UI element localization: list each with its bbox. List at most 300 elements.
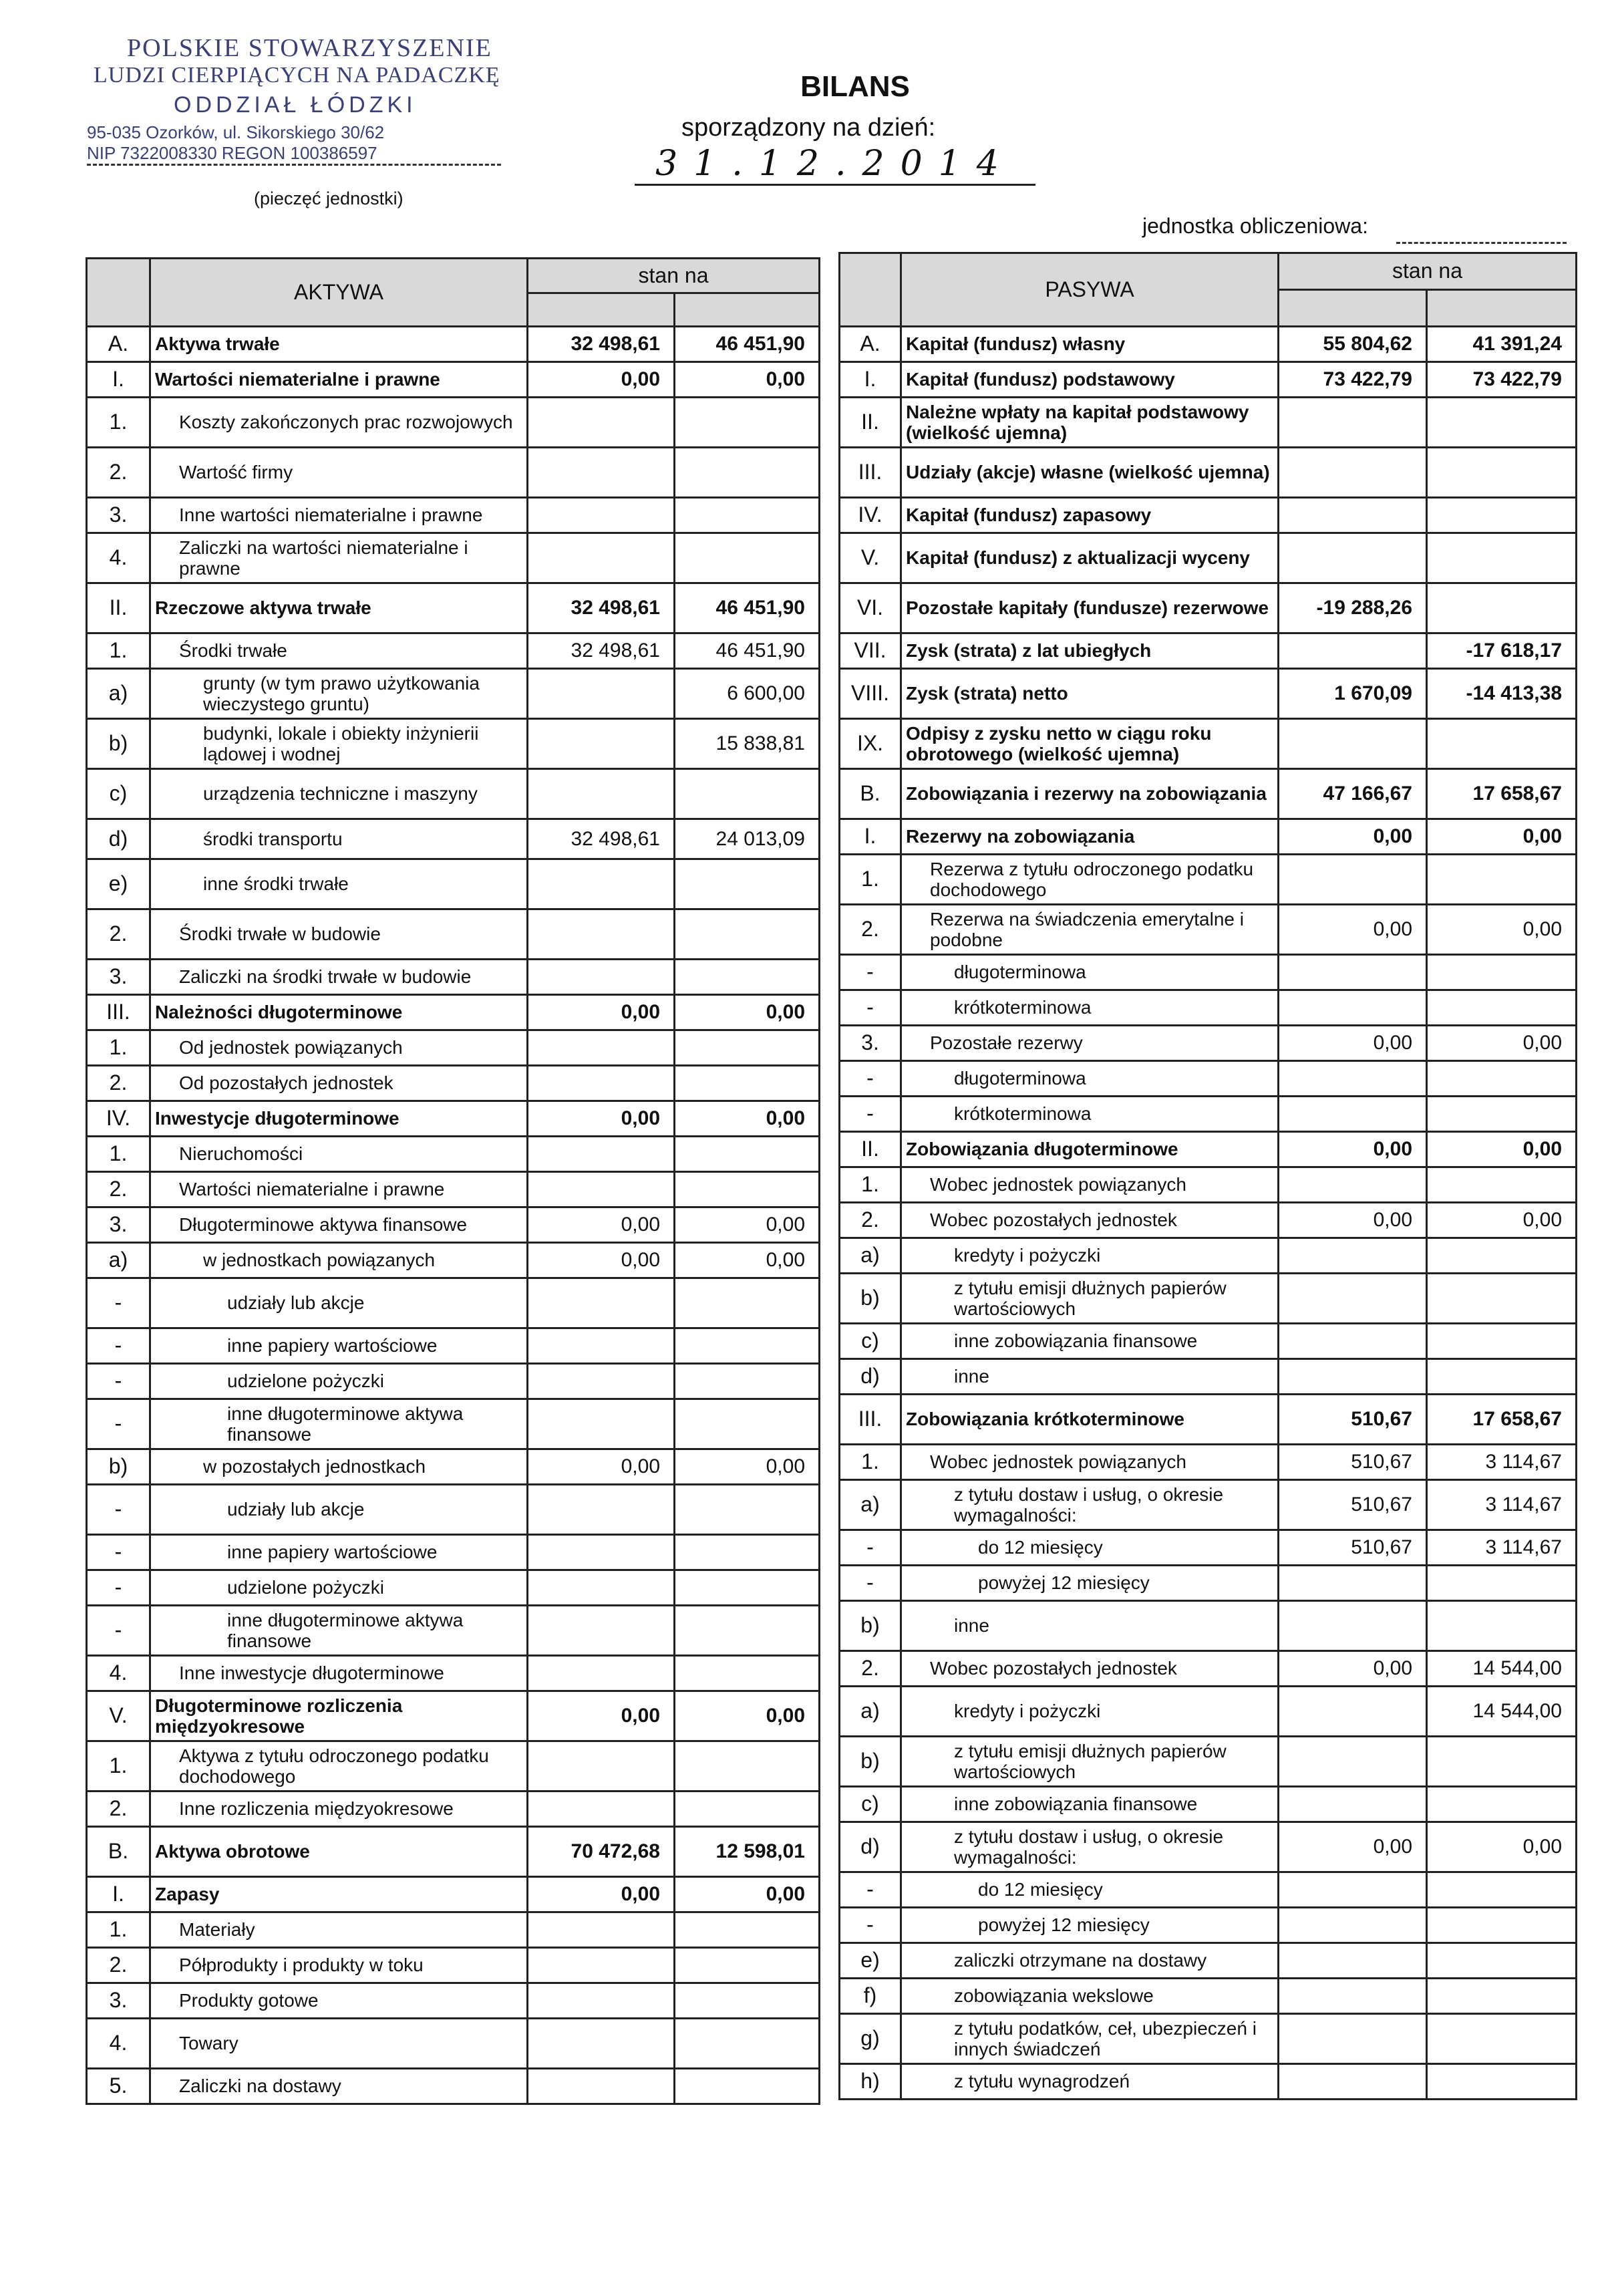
liabilities-row [840, 1566, 1577, 1601]
assets-row [87, 909, 820, 960]
assets-row-label: V. [87, 1691, 150, 1741]
assets-header-date2 [675, 293, 820, 327]
assets-row-value-1: 0,00 [528, 362, 675, 398]
assets-row-value-2 [675, 2069, 820, 2104]
assets-header-blank [87, 259, 150, 327]
liabilities-row-text: inne zobowiązania finansowe [901, 1787, 1279, 1822]
assets-row [87, 633, 820, 669]
assets-row-value-1 [528, 1066, 675, 1101]
liabilities-row [840, 955, 1577, 990]
assets-row-value-1 [528, 1948, 675, 1983]
assets-table [86, 257, 820, 2105]
assets-row-text: Długoterminowe aktywa finansowe [150, 1207, 528, 1243]
assets-row-label: - [87, 1535, 150, 1570]
assets-row-value-2 [675, 398, 820, 448]
liabilities-row-value-2: 17 658,67 [1427, 769, 1577, 819]
liabilities-row-value-1: 73 422,79 [1279, 362, 1427, 398]
liabilities-row-text: Zobowiązania krótkoterminowe [901, 1395, 1279, 1445]
liabilities-row [840, 1822, 1577, 1872]
assets-row [87, 1570, 820, 1606]
assets-row-value-1 [528, 1364, 675, 1399]
stamp-line-4: 95-035 Ozorków, ul. Sikorskiego 30/62 [87, 122, 385, 142]
assets-row-text: Produkty gotowe [150, 1983, 528, 2019]
liabilities-row-label: e) [840, 1943, 901, 1979]
assets-row-value-1 [528, 533, 675, 583]
assets-row-text: udzielone pożyczki [150, 1364, 528, 1399]
assets-row-text: Długoterminowe rozliczenia międzyokresowe [150, 1691, 528, 1741]
liabilities-row-text: Rezerwa z tytułu odroczonego podatku dochodowego [901, 855, 1279, 905]
assets-row-value-2: 0,00 [675, 1207, 820, 1243]
liabilities-row [840, 1132, 1577, 1167]
liabilities-table [838, 252, 1577, 2100]
assets-row-text: Towary [150, 2019, 528, 2069]
liabilities-row-label: - [840, 990, 901, 1026]
document-subtitle: sporządzony na dzień: [681, 114, 936, 142]
assets-row [87, 1172, 820, 1207]
assets-row-value-2: 0,00 [675, 995, 820, 1030]
assets-row-text: Koszty zakończonych prac rozwojowych [150, 398, 528, 448]
assets-row-value-1 [528, 1791, 675, 1827]
liabilities-row-text: krótkoterminowa [901, 1097, 1279, 1132]
liabilities-row [840, 498, 1577, 533]
liabilities-row [840, 448, 1577, 498]
assets-header-date1 [528, 293, 675, 327]
assets-row [87, 1207, 820, 1243]
liabilities-row-value-2 [1427, 1787, 1577, 1822]
liabilities-row-value-2 [1427, 955, 1577, 990]
assets-row-value-2 [675, 1791, 820, 1827]
stamp-line-1: POLSKIE STOWARZYSZENIE [127, 34, 492, 62]
assets-row-label: - [87, 1328, 150, 1364]
liabilities-row-value-2: 0,00 [1427, 1026, 1577, 1061]
liabilities-row-value-1: 0,00 [1279, 1651, 1427, 1687]
assets-row-text: urządzenia techniczne i maszyny [150, 769, 528, 819]
liabilities-row [840, 819, 1577, 855]
liabilities-row-text: do 12 miesięcy [901, 1530, 1279, 1566]
assets-row-value-1 [528, 1606, 675, 1656]
liabilities-row-text: z tytułu podatków, ceł, ubezpieczeń i innych świadczeń [901, 2014, 1279, 2064]
assets-row-value-2 [675, 1535, 820, 1570]
liabilities-row-value-2: 41 391,24 [1427, 327, 1577, 362]
liabilities-row-text: Wobec jednostek powiązanych [901, 1445, 1279, 1480]
liabilities-row-value-2 [1427, 719, 1577, 769]
liabilities-row-text: z tytułu dostaw i usług, o okresie wymagalności: [901, 1822, 1279, 1872]
assets-row-value-1 [528, 448, 675, 498]
liabilities-row-text: inne [901, 1601, 1279, 1651]
liabilities-row-value-2: 0,00 [1427, 1203, 1577, 1238]
liabilities-row-value-1 [1279, 448, 1427, 498]
assets-row [87, 769, 820, 819]
stamp-line-2: LUDZI CIERPIĄCYCH NA PADACZKĘ [94, 63, 500, 88]
liabilities-row-label: 1. [840, 855, 901, 905]
liabilities-row-label: - [840, 1872, 901, 1908]
liabilities-row-value-1 [1279, 955, 1427, 990]
assets-row-label: III. [87, 995, 150, 1030]
liabilities-row-text: zaliczki otrzymane na dostawy [901, 1943, 1279, 1979]
assets-row-text: Inne wartości niematerialne i prawne [150, 498, 528, 533]
assets-row-value-2 [675, 1741, 820, 1791]
liabilities-row-label: 2. [840, 1651, 901, 1687]
liabilities-row-value-2 [1427, 2014, 1577, 2064]
assets-row-value-2 [675, 859, 820, 909]
assets-row-value-2: 24 013,09 [675, 819, 820, 859]
liabilities-row [840, 1480, 1577, 1530]
liabilities-row-value-2 [1427, 1324, 1577, 1359]
assets-row-value-2 [675, 1278, 820, 1328]
liabilities-row-label: b) [840, 1274, 901, 1324]
liabilities-row-label: c) [840, 1324, 901, 1359]
liabilities-row-value-1 [1279, 2014, 1427, 2064]
liabilities-row [840, 1359, 1577, 1395]
assets-row-value-1: 0,00 [528, 1691, 675, 1741]
liabilities-row [840, 1324, 1577, 1359]
liabilities-row-text: Kapitał (fundusz) podstawowy [901, 362, 1279, 398]
liabilities-row [840, 855, 1577, 905]
assets-row [87, 327, 820, 362]
liabilities-row-value-1: 510,67 [1279, 1445, 1427, 1480]
liabilities-row-label: IX. [840, 719, 901, 769]
assets-row [87, 1741, 820, 1791]
liabilities-row-value-2 [1427, 1908, 1577, 1943]
assets-row-value-2 [675, 1030, 820, 1066]
assets-row-value-1: 0,00 [528, 1243, 675, 1278]
liabilities-row-text: Zysk (strata) z lat ubiegłych [901, 633, 1279, 669]
liabilities-row [840, 1787, 1577, 1822]
liabilities-row-value-2 [1427, 1943, 1577, 1979]
liabilities-row-value-1: 510,67 [1279, 1480, 1427, 1530]
assets-row-label: 1. [87, 1137, 150, 1172]
liabilities-row-label: a) [840, 1238, 901, 1274]
assets-row-value-1: 0,00 [528, 1207, 675, 1243]
assets-row [87, 859, 820, 909]
liabilities-row-value-2: 14 544,00 [1427, 1651, 1577, 1687]
liabilities-row-value-1: 0,00 [1279, 1132, 1427, 1167]
assets-row-value-1 [528, 1912, 675, 1948]
liabilities-row-value-2 [1427, 448, 1577, 498]
liabilities-row-label: A. [840, 327, 901, 362]
assets-row-label: 1. [87, 633, 150, 669]
liabilities-row-value-2: 0,00 [1427, 1822, 1577, 1872]
assets-row-value-1 [528, 719, 675, 769]
assets-row-value-2 [675, 1328, 820, 1364]
assets-row [87, 583, 820, 633]
assets-row-value-2 [675, 1066, 820, 1101]
liabilities-row-label: III. [840, 448, 901, 498]
assets-row [87, 669, 820, 719]
liabilities-row-value-1 [1279, 1097, 1427, 1132]
assets-row-text: Półprodukty i produkty w toku [150, 1948, 528, 1983]
assets-row-label: 2. [87, 909, 150, 960]
assets-row-text: inne środki trwałe [150, 859, 528, 909]
assets-row-label: 3. [87, 1207, 150, 1243]
liabilities-row-label: II. [840, 398, 901, 448]
liabilities-row-text: z tytułu dostaw i usług, o okresie wymagalności: [901, 1480, 1279, 1530]
assets-row [87, 1791, 820, 1827]
liabilities-row-text: Odpisy z zysku netto w ciągu roku obrotowego (wielkość ujemna) [901, 719, 1279, 769]
assets-row-value-1 [528, 1278, 675, 1328]
liabilities-header-stan-na: stan na [1279, 253, 1577, 290]
liabilities-row-value-2: 73 422,79 [1427, 362, 1577, 398]
assets-row-value-1: 0,00 [528, 995, 675, 1030]
liabilities-row-value-2 [1427, 990, 1577, 1026]
assets-row-value-1 [528, 669, 675, 719]
assets-row [87, 1278, 820, 1328]
liabilities-row-text: Pozostałe rezerwy [901, 1026, 1279, 1061]
assets-row-label: B. [87, 1827, 150, 1877]
assets-row-value-1: 32 498,61 [528, 633, 675, 669]
assets-row-value-2: 46 451,90 [675, 633, 820, 669]
assets-row-text: Należności długoterminowe [150, 995, 528, 1030]
assets-row-label: 4. [87, 533, 150, 583]
liabilities-row-label: a) [840, 1687, 901, 1737]
assets-row-value-2: 46 451,90 [675, 327, 820, 362]
assets-row [87, 719, 820, 769]
liabilities-row-value-1 [1279, 1979, 1427, 2014]
liabilities-row-value-1 [1279, 1687, 1427, 1737]
assets-row-label: IV. [87, 1101, 150, 1137]
liabilities-row-label: 3. [840, 1026, 901, 1061]
liabilities-row-text: Rezerwy na zobowiązania [901, 819, 1279, 855]
liabilities-row [840, 1872, 1577, 1908]
assets-row-label: 3. [87, 498, 150, 533]
assets-row-label: - [87, 1364, 150, 1399]
assets-row-text: Wartości niematerialne i prawne [150, 1172, 528, 1207]
assets-row-text: udziały lub akcje [150, 1278, 528, 1328]
assets-row-value-2 [675, 1948, 820, 1983]
liabilities-row-value-1: 510,67 [1279, 1530, 1427, 1566]
assets-row [87, 1535, 820, 1570]
assets-row-text: Materiały [150, 1912, 528, 1948]
liabilities-row [840, 1395, 1577, 1445]
assets-row-value-1 [528, 2019, 675, 2069]
liabilities-row-value-2 [1427, 2064, 1577, 2100]
assets-row-value-1: 32 498,61 [528, 327, 675, 362]
assets-row-label: 3. [87, 960, 150, 995]
liabilities-row [840, 1061, 1577, 1097]
assets-row [87, 2019, 820, 2069]
liabilities-row-text: kredyty i pożyczki [901, 1687, 1279, 1737]
liabilities-row-value-1 [1279, 1787, 1427, 1822]
assets-row-label: 3. [87, 1983, 150, 2019]
assets-row-text: Wartości niematerialne i prawne [150, 362, 528, 398]
assets-row-value-2 [675, 1137, 820, 1172]
liabilities-row-label: VI. [840, 583, 901, 633]
liabilities-row-text: z tytułu wynagrodzeń [901, 2064, 1279, 2100]
liabilities-row-value-1 [1279, 533, 1427, 583]
assets-row-text: udziały lub akcje [150, 1485, 528, 1535]
assets-row-label: I. [87, 1877, 150, 1912]
liabilities-row-text: z tytułu emisji dłużnych papierów wartościowych [901, 1737, 1279, 1787]
assets-row-text: Od jednostek powiązanych [150, 1030, 528, 1066]
liabilities-row-value-2 [1427, 1274, 1577, 1324]
assets-row-text: Wartość firmy [150, 448, 528, 498]
assets-row [87, 960, 820, 995]
liabilities-row-label: 1. [840, 1445, 901, 1480]
assets-row-value-1 [528, 1328, 675, 1364]
liabilities-row-text: kredyty i pożyczki [901, 1238, 1279, 1274]
liabilities-row-label: d) [840, 1359, 901, 1395]
liabilities-row-value-2 [1427, 1167, 1577, 1203]
assets-row-text: Aktywa z tytułu odroczonego podatku dochodowego [150, 1741, 528, 1791]
liabilities-row [840, 769, 1577, 819]
assets-row [87, 398, 820, 448]
assets-row-value-1 [528, 769, 675, 819]
assets-row-label: 4. [87, 2019, 150, 2069]
assets-row [87, 1912, 820, 1948]
liabilities-row-text: Kapitał (fundusz) zapasowy [901, 498, 1279, 533]
liabilities-row-value-1 [1279, 1061, 1427, 1097]
liabilities-row-value-2 [1427, 498, 1577, 533]
liabilities-row-label: B. [840, 769, 901, 819]
liabilities-row-value-1 [1279, 1274, 1427, 1324]
liabilities-row-text: z tytułu emisji dłużnych papierów wartościowych [901, 1274, 1279, 1324]
liabilities-row-value-1 [1279, 1872, 1427, 1908]
liabilities-row-value-1: 55 804,62 [1279, 327, 1427, 362]
liabilities-row-value-2: -17 618,17 [1427, 633, 1577, 669]
liabilities-row-value-1: 0,00 [1279, 1026, 1427, 1061]
liabilities-row [840, 1167, 1577, 1203]
liabilities-row-text: krótkoterminowa [901, 990, 1279, 1026]
liabilities-row-label: I. [840, 362, 901, 398]
liabilities-row-value-1 [1279, 1359, 1427, 1395]
assets-row-value-2: 0,00 [675, 1101, 820, 1137]
assets-row-label: 1. [87, 1741, 150, 1791]
assets-row [87, 1243, 820, 1278]
liabilities-row-text: powyżej 12 miesięcy [901, 1566, 1279, 1601]
assets-row-value-2: 15 838,81 [675, 719, 820, 769]
assets-row [87, 362, 820, 398]
liabilities-row-value-1 [1279, 1324, 1427, 1359]
liabilities-header-date2 [1427, 290, 1577, 327]
stamp-line-5: NIP 7322008330 REGON 100386597 [87, 143, 501, 166]
assets-row-value-1 [528, 1570, 675, 1606]
liabilities-row-value-2 [1427, 1872, 1577, 1908]
liabilities-row [840, 1651, 1577, 1687]
liabilities-row-text: Wobec pozostałych jednostek [901, 1203, 1279, 1238]
liabilities-row [840, 1737, 1577, 1787]
assets-row-value-2 [675, 1606, 820, 1656]
liabilities-row-label: - [840, 1908, 901, 1943]
assets-row-value-2 [675, 1485, 820, 1535]
liabilities-row-label: b) [840, 1601, 901, 1651]
liabilities-row-label: I. [840, 819, 901, 855]
assets-row-label: 5. [87, 2069, 150, 2104]
liabilities-row-text: długoterminowa [901, 955, 1279, 990]
liabilities-row-value-1 [1279, 2064, 1427, 2100]
assets-row [87, 1328, 820, 1364]
liabilities-row-label: - [840, 955, 901, 990]
assets-row-value-1: 0,00 [528, 1449, 675, 1485]
assets-row-value-1 [528, 859, 675, 909]
assets-row-text: inne papiery wartościowe [150, 1328, 528, 1364]
assets-row-value-2: 0,00 [675, 1243, 820, 1278]
liabilities-row-label: 2. [840, 1203, 901, 1238]
assets-row-text: udzielone pożyczki [150, 1570, 528, 1606]
liabilities-row-value-1 [1279, 1238, 1427, 1274]
liabilities-row-value-1 [1279, 1908, 1427, 1943]
assets-row-value-1 [528, 1137, 675, 1172]
liabilities-row-label: - [840, 1097, 901, 1132]
assets-row-value-2 [675, 1399, 820, 1449]
assets-row-text: Aktywa trwałe [150, 327, 528, 362]
assets-row-label: 1. [87, 1912, 150, 1948]
liabilities-row [840, 583, 1577, 633]
assets-row-text: Nieruchomości [150, 1137, 528, 1172]
liabilities-row-value-2: 0,00 [1427, 905, 1577, 955]
liabilities-row-value-2 [1427, 1979, 1577, 2014]
liabilities-row [840, 362, 1577, 398]
liabilities-row [840, 905, 1577, 955]
assets-row-text: Od pozostałych jednostek [150, 1066, 528, 1101]
assets-row [87, 1827, 820, 1877]
liabilities-row-value-2: 3 114,67 [1427, 1530, 1577, 1566]
assets-row-label: e) [87, 859, 150, 909]
liabilities-row-value-2: 0,00 [1427, 1132, 1577, 1167]
assets-row-label: A. [87, 327, 150, 362]
liabilities-row-value-1 [1279, 1601, 1427, 1651]
assets-row-value-2 [675, 1570, 820, 1606]
liabilities-row-value-2 [1427, 398, 1577, 448]
liabilities-row [840, 990, 1577, 1026]
liabilities-row [840, 2064, 1577, 2100]
assets-row-value-2 [675, 769, 820, 819]
assets-row-text: Inwestycje długoterminowe [150, 1101, 528, 1137]
liabilities-row-label: - [840, 1530, 901, 1566]
liabilities-header-title: PASYWA [901, 253, 1279, 327]
liabilities-row-value-1: 47 166,67 [1279, 769, 1427, 819]
assets-row-label: d) [87, 819, 150, 859]
liabilities-row-label: h) [840, 2064, 901, 2100]
liabilities-row-value-2 [1427, 1359, 1577, 1395]
liabilities-row-value-2 [1427, 1238, 1577, 1274]
assets-row-value-2 [675, 960, 820, 995]
assets-row-label: - [87, 1399, 150, 1449]
assets-row-label: - [87, 1278, 150, 1328]
liabilities-row-text: zobowiązania wekslowe [901, 1979, 1279, 2014]
liabilities-row-label: b) [840, 1737, 901, 1787]
liabilities-row-text: powyżej 12 miesięcy [901, 1908, 1279, 1943]
liabilities-row-value-1 [1279, 990, 1427, 1026]
assets-row-value-1: 70 472,68 [528, 1827, 675, 1877]
liabilities-row-value-2: 3 114,67 [1427, 1445, 1577, 1480]
liabilities-row-value-2 [1427, 1601, 1577, 1651]
unit-blank-line [1396, 242, 1567, 244]
document-title: BILANS [800, 70, 910, 103]
assets-row-label: b) [87, 1449, 150, 1485]
assets-row-value-2 [675, 533, 820, 583]
assets-row-text: środki transportu [150, 819, 528, 859]
assets-row-text: Zaliczki na środki trwałe w budowie [150, 960, 528, 995]
assets-row-label: - [87, 1606, 150, 1656]
assets-row-text: Zapasy [150, 1877, 528, 1912]
liabilities-row-label: VII. [840, 633, 901, 669]
liabilities-row-text: do 12 miesięcy [901, 1872, 1279, 1908]
liabilities-row-value-2 [1427, 533, 1577, 583]
liabilities-row-label: f) [840, 1979, 901, 2014]
assets-row-text: w pozostałych jednostkach [150, 1449, 528, 1485]
liabilities-row-value-2 [1427, 1061, 1577, 1097]
liabilities-row-label: - [840, 1061, 901, 1097]
assets-row [87, 1656, 820, 1691]
liabilities-row-text: Kapitał (fundusz) własny [901, 327, 1279, 362]
liabilities-row-value-1 [1279, 719, 1427, 769]
assets-row-text: budynki, lokale i obiekty inżynierii lądowej i wodnej [150, 719, 528, 769]
liabilities-row-text: Pozostałe kapitały (fundusze) rezerwowe [901, 583, 1279, 633]
liabilities-row-value-1 [1279, 1566, 1427, 1601]
assets-row-text: Inne rozliczenia międzyokresowe [150, 1791, 528, 1827]
liabilities-row-value-1: 510,67 [1279, 1395, 1427, 1445]
assets-row-label: 2. [87, 448, 150, 498]
